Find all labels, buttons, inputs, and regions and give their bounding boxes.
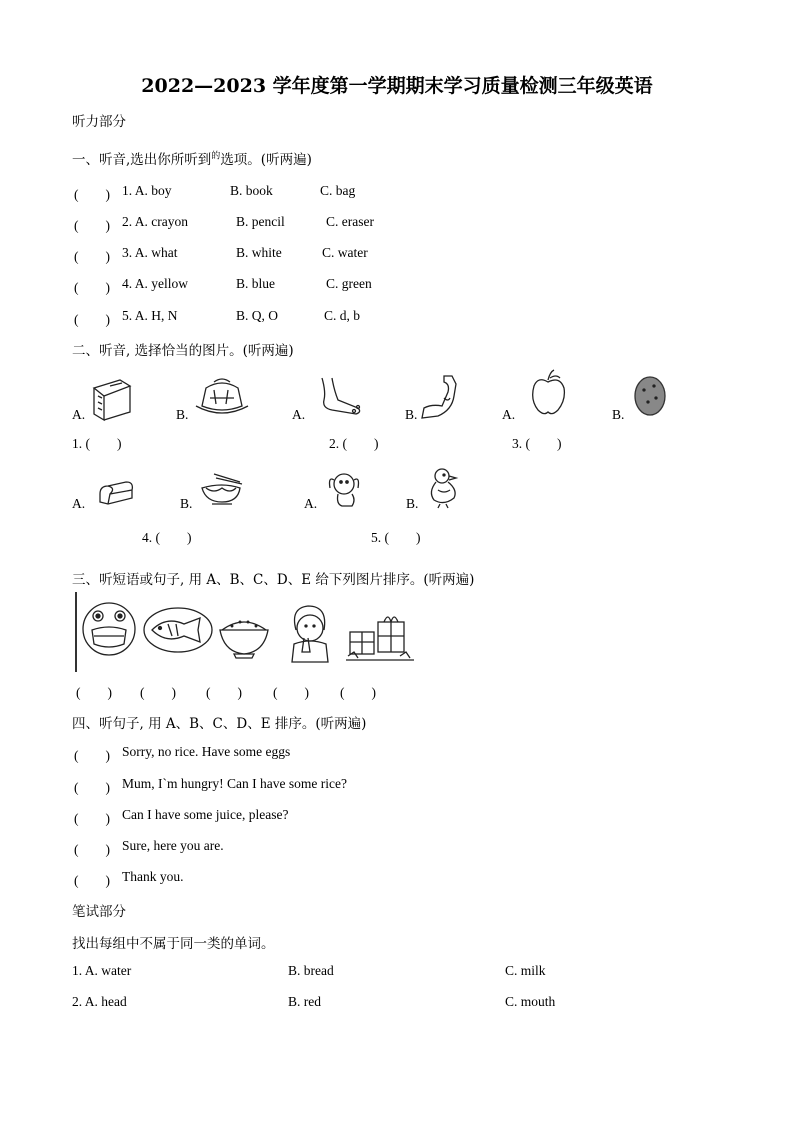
rice-bowl-picture [218, 612, 270, 660]
dialog-paren-4[interactable]: ( ) [74, 842, 110, 857]
q2-paren[interactable]: ( ) [74, 218, 110, 233]
duck-picture [426, 466, 462, 510]
dialog-sentence-2: Mum, I`m hungry! Can I have some rice? [122, 776, 347, 791]
q2-c: C. eraser [326, 214, 374, 229]
section5-heading: 找出每组中不属于同一类的单词。 [72, 936, 275, 952]
q5-c: C. d, b [324, 308, 361, 323]
girl-drinking-picture [280, 604, 338, 666]
noodles-picture [198, 472, 244, 506]
row1-letter-b1: B. [176, 407, 189, 422]
page-title: 2022—2023 学年度第一学期期末学习质量检测三年级英语 [141, 75, 653, 97]
written-header: 笔试部分 [72, 904, 126, 920]
q3-paren[interactable]: ( ) [74, 249, 110, 264]
q3-a: 3. A. what [122, 245, 178, 260]
answer-5[interactable]: 5. ( ) [371, 530, 421, 545]
bread-picture [96, 476, 136, 508]
section1-heading-mark: 的 [211, 151, 221, 162]
odd-one-1-c: C. milk [505, 963, 546, 978]
section2-heading: 二、听音, 选择恰当的图片。(听两遍) [72, 343, 294, 359]
q3-b: B. white [236, 245, 282, 260]
odd-one-1-b: B. bread [288, 963, 334, 978]
section4-heading: 四、听句子, 用 A、B、C、D、E 排序。(听两遍) [72, 716, 367, 732]
odd-one-2-a: 2. A. head [72, 994, 127, 1009]
q5-b: B. Q, O [236, 308, 279, 323]
dialog-sentence-5: Thank you. [122, 869, 184, 884]
gifts-picture [344, 606, 416, 666]
row1-letter-a1: A. [72, 407, 86, 422]
order-answer-4[interactable]: ( ) [273, 685, 309, 700]
q2-b: B. pencil [236, 214, 285, 229]
odd-one-2-b: B. red [288, 994, 321, 1009]
answer-1[interactable]: 1. ( ) [72, 436, 122, 451]
q2-a: 2. A. crayon [122, 214, 188, 229]
row2-letter-b2: B. [406, 496, 419, 511]
order-answer-1[interactable]: ( ) [76, 685, 112, 700]
q1-c: C. bag [320, 183, 356, 198]
order-answer-3[interactable]: ( ) [206, 685, 242, 700]
dialog-paren-5[interactable]: ( ) [74, 873, 110, 888]
answer-2[interactable]: 2. ( ) [329, 436, 379, 451]
row2-letter-a1: A. [72, 496, 86, 511]
foot-picture [316, 376, 364, 418]
q4-b: B. blue [236, 276, 275, 291]
arm-picture [418, 374, 462, 420]
dialog-sentence-4: Sure, here you are. [122, 838, 224, 853]
section1-heading: 一、听音,选出你所听到$^的$选项。(听两遍) [72, 151, 312, 168]
dialog-paren-2[interactable]: ( ) [74, 780, 110, 795]
row1-letter-b2: B. [405, 407, 418, 422]
row1-letter-b3: B. [612, 407, 625, 422]
odd-one-1-a: 1. A. water [72, 963, 132, 978]
potato-picture [632, 374, 670, 418]
row2-letter-b1: B. [180, 496, 193, 511]
q1-b: B. book [230, 183, 273, 198]
dialog-paren-1[interactable]: ( ) [74, 748, 110, 763]
dialog-sentence-1: Sorry, no rice. Have some eggs [122, 744, 291, 759]
odd-one-2-c: C. mouth [505, 994, 556, 1009]
answer-3[interactable]: 3. ( ) [512, 436, 562, 451]
order-answer-2[interactable]: ( ) [140, 685, 176, 700]
row2-letter-a2: A. [304, 496, 318, 511]
q1-paren[interactable]: ( ) [74, 187, 110, 202]
dog-picture [326, 470, 364, 510]
picture-strip-border [75, 592, 77, 672]
q3-c: C. water [322, 245, 368, 260]
order-answer-5[interactable]: ( ) [340, 685, 376, 700]
section3-heading: 三、听短语或句子, 用 A、B、C、D、E 给下列图片排序。(听两遍) [72, 572, 475, 588]
mouth-face-picture [80, 598, 138, 660]
book-picture [90, 376, 134, 422]
q4-a: 4. A. yellow [122, 276, 189, 291]
row1-letter-a2: A. [292, 407, 306, 422]
dialog-sentence-3: Can I have some juice, please? [122, 807, 289, 822]
bag-picture [192, 376, 252, 418]
apple-picture [530, 370, 568, 416]
q5-paren[interactable]: ( ) [74, 312, 110, 327]
fish-picture [142, 600, 214, 658]
dialog-paren-3[interactable]: ( ) [74, 811, 110, 826]
q4-c: C. green [326, 276, 372, 291]
listening-header: 听力部分 [72, 114, 126, 130]
q1-a: 1. A. boy [122, 183, 172, 198]
q5-a: 5. A. H, N [122, 308, 178, 323]
q4-paren[interactable]: ( ) [74, 280, 110, 295]
row1-letter-a3: A. [502, 407, 516, 422]
answer-4[interactable]: 4. ( ) [142, 530, 192, 545]
